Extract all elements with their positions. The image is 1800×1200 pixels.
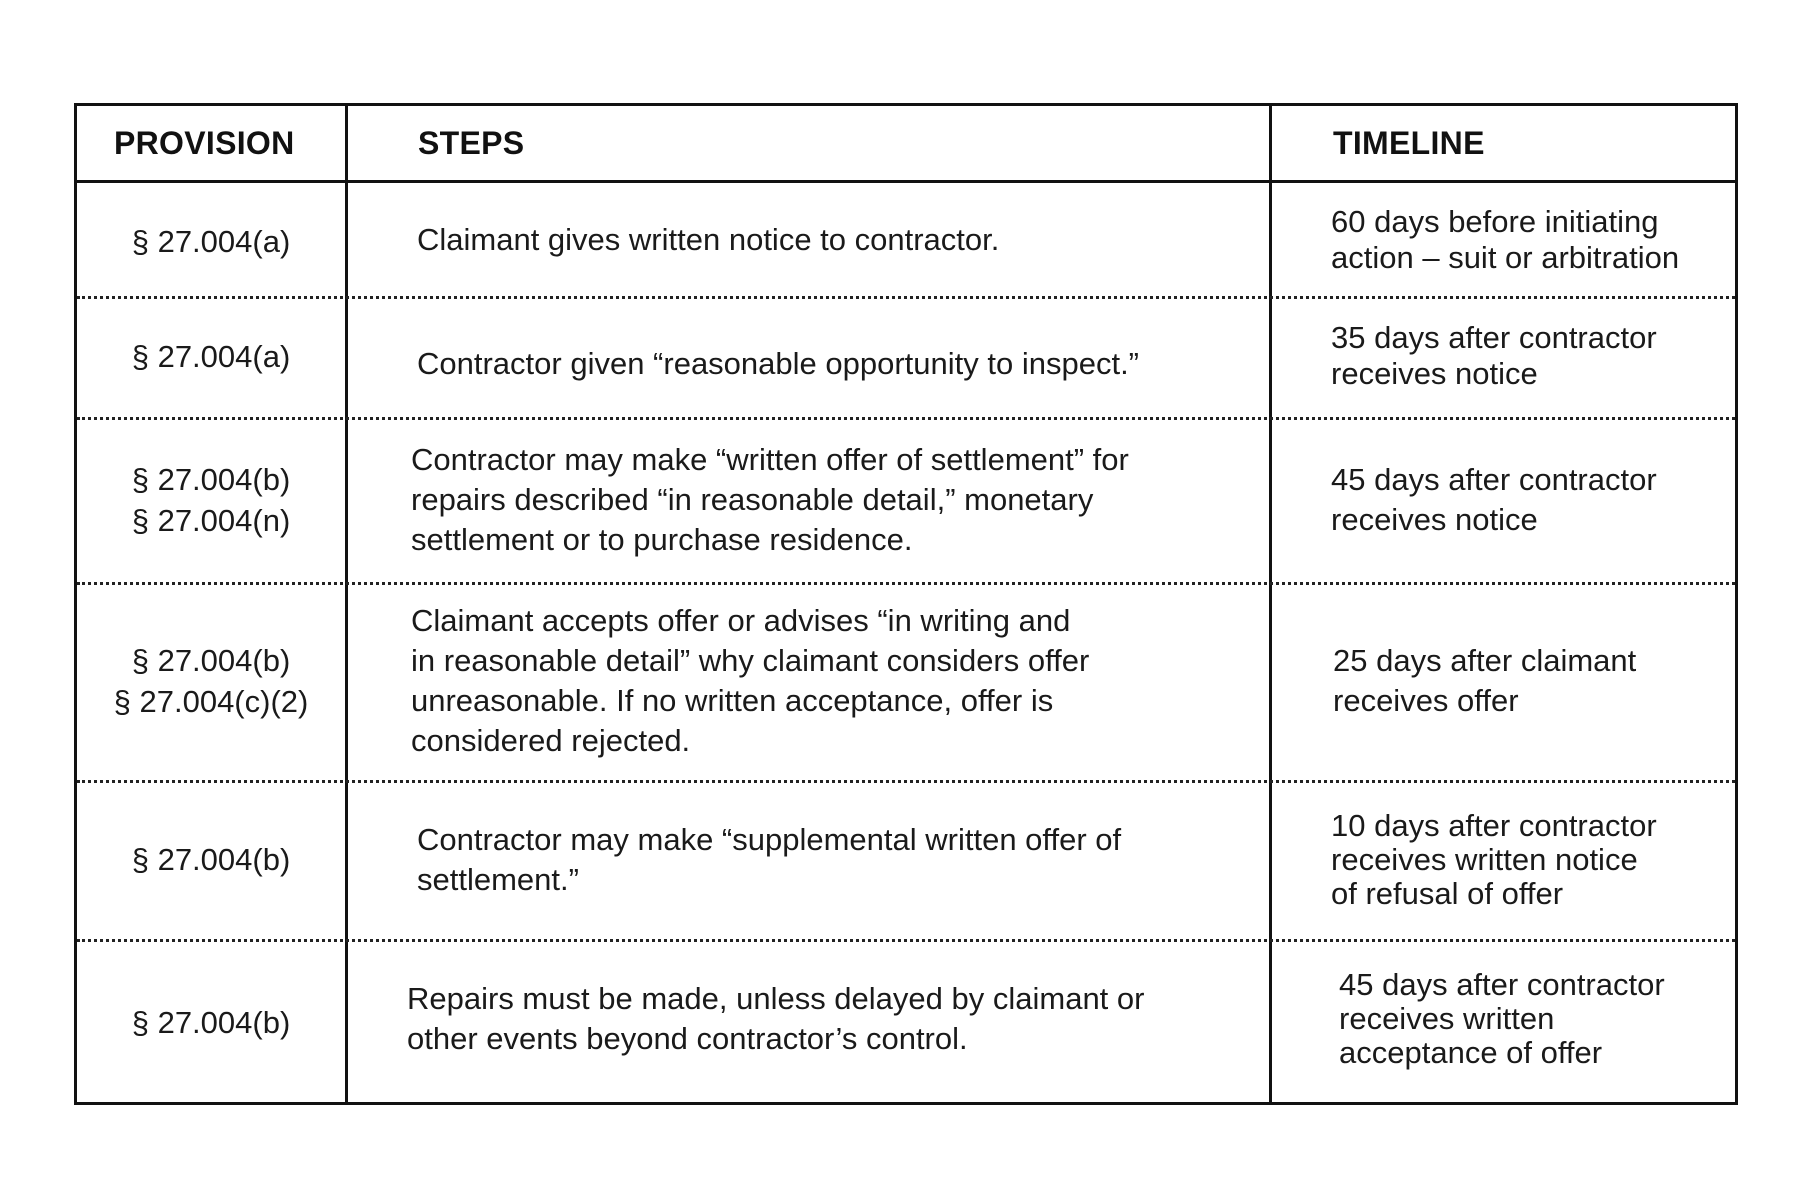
provision-text: § 27.004(b) — [131, 462, 291, 497]
header-divider — [77, 180, 1735, 183]
provision-text: § 27.004(b) — [131, 1004, 291, 1040]
timeline-cell — [1333, 584, 1636, 778]
timeline-text: of refusal of offer — [1331, 875, 1564, 911]
provision-cell — [77, 942, 345, 1102]
steps-text: Repairs must be made, unless delayed by claimant or — [407, 981, 1145, 1016]
timeline-text: 60 days before initiating — [1331, 204, 1659, 239]
timeline-cell — [1331, 298, 1657, 414]
timeline-cell — [1331, 184, 1679, 296]
steps-cell — [411, 584, 1089, 778]
provision-text: § 27.004(n) — [131, 503, 291, 538]
timeline-text: 25 days after claimant — [1333, 643, 1637, 678]
column-divider-provision-steps — [345, 103, 348, 1105]
timeline-text: action – suit or arbitration — [1331, 240, 1680, 275]
steps-cell — [417, 306, 1139, 422]
steps-text: settlement or to purchase residence. — [411, 522, 913, 557]
timeline-cell — [1339, 942, 1665, 1096]
steps-text: Claimant gives written notice to contractor. — [417, 222, 1000, 257]
provision-cell — [77, 186, 345, 296]
timeline-text: 45 days after contractor — [1339, 967, 1665, 1002]
timeline-text: 35 days after contractor — [1331, 320, 1657, 355]
timeline-text: receives written — [1339, 1001, 1555, 1036]
provision-text: § 27.004(c)(2) — [113, 684, 309, 719]
steps-text: Contractor may make “written offer of settlement” for — [411, 442, 1129, 477]
steps-cell — [417, 184, 999, 296]
header-steps: STEPS — [418, 124, 525, 161]
steps-text: repairs described “in reasonable detail,” monetary — [411, 482, 1094, 517]
timeline-text: receives offer — [1333, 683, 1519, 718]
provision-text: § 27.004(a) — [131, 223, 291, 259]
timeline-text: receives notice — [1331, 502, 1538, 537]
steps-text: Contractor given “reasonable opportunity to inspect.” — [417, 346, 1140, 381]
steps-text: in reasonable detail” why claimant considers offer — [411, 643, 1090, 678]
provision-cell — [77, 420, 345, 580]
timeline-text: acceptance of offer — [1339, 1035, 1603, 1070]
provision-text: § 27.004(a) — [131, 338, 291, 374]
column-divider-steps-timeline — [1269, 103, 1272, 1105]
steps-text: other events beyond contractor’s control. — [407, 1021, 968, 1056]
timeline-cell — [1331, 420, 1657, 580]
provision-text: § 27.004(b) — [131, 643, 291, 678]
steps-cell — [417, 782, 1121, 937]
header-provision: PROVISION — [114, 124, 295, 161]
provision-cell — [77, 584, 345, 778]
provisions-table — [74, 103, 1738, 1105]
steps-text: Claimant accepts offer or advises “in writing and — [411, 603, 1071, 638]
steps-text: considered rejected. — [411, 723, 691, 758]
provision-cell — [77, 782, 345, 937]
timeline-cell — [1331, 782, 1657, 937]
steps-text: Contractor may make “supplemental written offer of — [417, 821, 1122, 857]
timeline-text: 10 days after contractor — [1331, 807, 1657, 843]
provision-text: § 27.004(b) — [131, 842, 291, 877]
timeline-text: receives written notice — [1331, 841, 1638, 877]
steps-cell — [411, 420, 1129, 580]
steps-text: unreasonable. If no written acceptance, offer is — [411, 683, 1054, 718]
timeline-text: 45 days after contractor — [1331, 462, 1657, 497]
steps-cell — [407, 942, 1144, 1096]
header-timeline: TIMELINE — [1333, 124, 1485, 161]
provision-cell — [77, 298, 345, 414]
steps-text: settlement.” — [417, 861, 579, 897]
timeline-text: receives notice — [1331, 356, 1538, 391]
